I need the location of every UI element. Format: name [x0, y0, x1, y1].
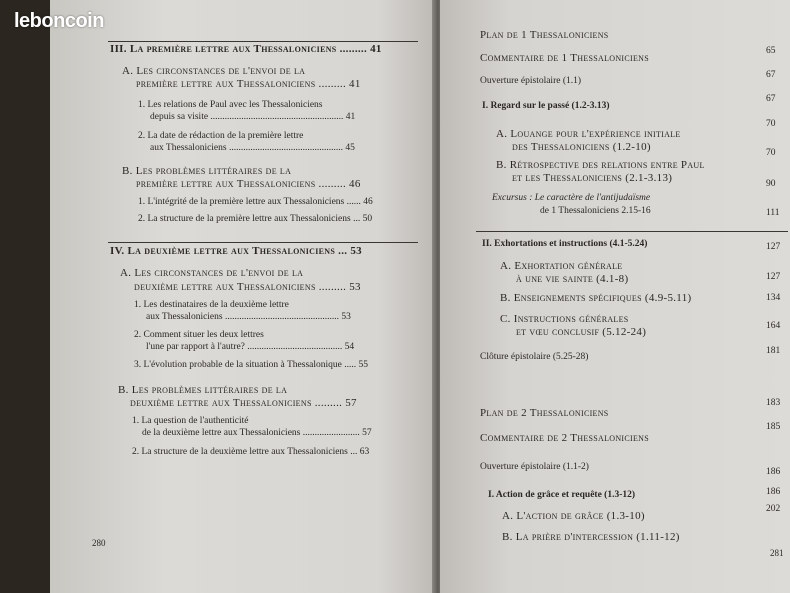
toc-page-ref: 67 — [766, 94, 776, 104]
toc-entry: B. Enseignements spécifiques (4.9-5.11) — [500, 292, 692, 304]
toc-page-ref: 70 — [766, 119, 776, 129]
toc-entry: 2. Comment situer les deux lettres — [134, 330, 264, 340]
toc-entry: Ouverture épistolaire (1.1-2) — [480, 462, 589, 472]
toc-entry: des Thessaloniciens (1.2-10) — [512, 141, 651, 153]
toc-entry: Plan de 2 Thessaloniciens — [480, 407, 609, 419]
toc-page-ref: 181 — [766, 346, 781, 356]
left-page — [50, 0, 435, 593]
toc-entry: de 1 Thessaloniciens 2.15-16 — [540, 206, 651, 216]
toc-entry: B. Les problèmes littéraires de la — [118, 384, 288, 396]
toc-entry: C. Instructions générales — [500, 313, 629, 325]
toc-entry: III. La première lettre aux Thessaloniciens ......... 41 — [110, 43, 382, 55]
section-rule — [108, 41, 418, 42]
toc-entry: 1. Les relations de Paul avec les Thessaloniciens — [138, 100, 323, 110]
toc-entry: I. Regard sur le passé (1.2-3.13) — [482, 101, 610, 111]
toc-entry: Commentaire de 2 Thessaloniciens — [480, 432, 650, 444]
section-rule — [108, 242, 418, 243]
toc-page-ref: 90 — [766, 179, 776, 189]
toc-entry: A. Exhortation générale — [500, 260, 623, 272]
toc-entry: B. La prière d'intercession (1.11-12) — [502, 531, 680, 543]
toc-entry: 3. L'évolution probable de la situation à Thessalonique ..... 55 — [134, 360, 368, 370]
toc-entry: Plan de 1 Thessaloniciens — [480, 29, 609, 41]
toc-page-ref: 65 — [766, 46, 776, 56]
toc-page-ref: 134 — [766, 293, 781, 303]
toc-entry: 2. La structure de la deuxième lettre aux Thessaloniciens ... 63 — [132, 447, 370, 457]
page-number: 280 — [92, 538, 106, 548]
toc-page-ref: 111 — [766, 208, 780, 218]
toc-entry: IV. La deuxième lettre aux Thessaloniciens ... 53 — [110, 245, 362, 257]
toc-entry: B. Rétrospective des relations entre Paul — [496, 159, 705, 171]
toc-entry: deuxième lettre aux Thessaloniciens ......... 57 — [130, 397, 357, 409]
right-page — [440, 0, 790, 593]
toc-entry: 1. L'intégrité de la première lettre aux Thessaloniciens ...... 46 — [138, 197, 373, 207]
toc-page-ref: 127 — [766, 242, 781, 252]
toc-entry: A. Louange pour l'expérience initiale — [496, 128, 681, 140]
toc-entry: aux Thessaloniciens ................................................ 53 — [146, 312, 351, 322]
toc-page-ref: 70 — [766, 148, 776, 158]
toc-entry: 1. Les destinataires de la deuxième lettre — [134, 300, 289, 310]
toc-entry: Clôture épistolaire (5.25-28) — [480, 352, 589, 362]
toc-entry: A. L'action de grâce (1.3-10) — [502, 510, 645, 522]
toc-page-ref: 127 — [766, 272, 781, 282]
page-number: 281 — [770, 548, 784, 558]
toc-entry: première lettre aux Thessaloniciens ......... 46 — [136, 178, 361, 190]
toc-page-ref: 185 — [766, 422, 781, 432]
toc-page-ref: 183 — [766, 398, 781, 408]
toc-page-ref: 202 — [766, 504, 781, 514]
toc-entry: 1. La question de l'authenticité — [132, 416, 249, 426]
toc-page-ref: 67 — [766, 70, 776, 80]
section-rule — [476, 231, 788, 232]
toc-entry: Commentaire de 1 Thessaloniciens — [480, 52, 650, 64]
toc-entry: II. Exhortations et instructions (4.1-5.24) — [482, 239, 648, 249]
toc-entry: l'une par rapport à l'autre? ........................................ 54 — [146, 342, 355, 352]
toc-entry: deuxième lettre aux Thessaloniciens ......... 53 — [134, 281, 361, 293]
toc-entry: à une vie sainte (4.1-8) — [516, 273, 629, 285]
toc-entry: et les Thessaloniciens (2.1-3.13) — [512, 172, 673, 184]
toc-entry: 2. La date de rédaction de la première lettre — [138, 131, 304, 141]
toc-entry: depuis sa visite ........................................................ 41 — [150, 112, 356, 122]
toc-entry: première lettre aux Thessaloniciens ......... 41 — [136, 78, 361, 90]
toc-entry: A. Les circonstances de l'envoi de la — [122, 65, 306, 77]
toc-entry: aux Thessaloniciens ................................................ 45 — [150, 143, 355, 153]
toc-entry: I. Action de grâce et requête (1.3-12) — [488, 490, 636, 500]
toc-entry: 2. La structure de la première lettre aux Thessaloniciens ... 50 — [138, 214, 373, 224]
toc-entry: et vœu conclusif (5.12-24) — [516, 326, 647, 338]
toc-entry: Ouverture épistolaire (1.1) — [480, 76, 582, 86]
leboncoin-watermark: leboncoin — [14, 10, 104, 32]
toc-entry: A. Les circonstances de l'envoi de la — [120, 267, 304, 279]
toc-page-ref: 164 — [766, 321, 781, 331]
toc-page-ref: 186 — [766, 487, 781, 497]
toc-entry: B. Les problèmes littéraires de la — [122, 165, 292, 177]
toc-page-ref: 186 — [766, 467, 781, 477]
toc-entry: Excursus : Le caractère de l'antijudaïsme — [492, 193, 651, 203]
toc-entry: de la deuxième lettre aux Thessaloniciens ........................ 57 — [142, 428, 372, 438]
